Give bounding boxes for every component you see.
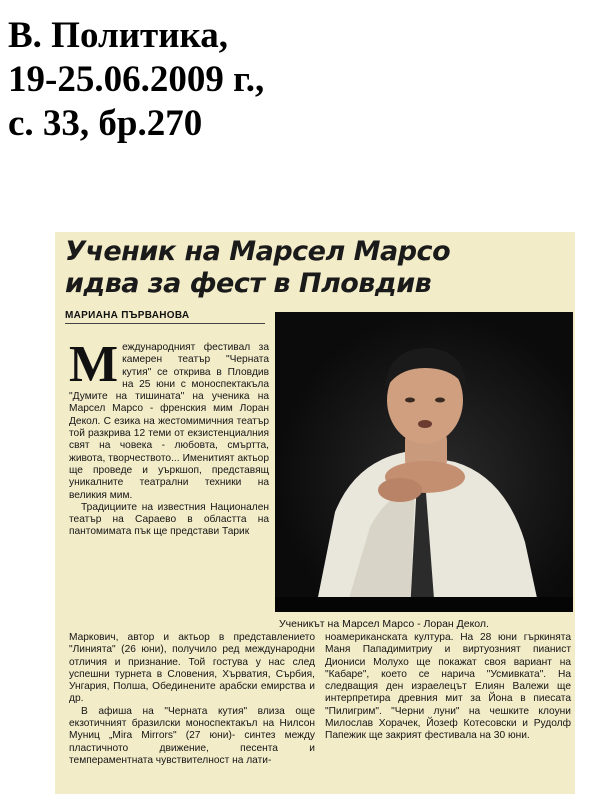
article-paragraph-2: Традициите на известния Национален театър на Сараево в областта на пантомимата пък ще представи Тарик bbox=[69, 501, 269, 538]
citation-line-2: 19-25.06.2009 г., bbox=[8, 59, 265, 100]
article-headline bbox=[65, 236, 575, 300]
drop-cap: М bbox=[69, 336, 119, 393]
citation-line-3: с. 33, бр.270 bbox=[8, 103, 203, 144]
citation-line-1: В. Политика, bbox=[8, 15, 229, 56]
paragraph-1-text: еждународният фестивал за камерен театър "Черната кутия" се открива в Пловдив на 25 юни с моноспектакъла "Думите на тишината" на ученика на Марсел Марсо - френския мим Лоран Декол. С езика на жестомимичния театър той разкрива 12 теми от екзистенциалния свят на човека - любовта, смъртта, живота, творчеството... Именитият актьор ще проведе и уъркшоп, представящ уникалните театрални техники на великия мим. bbox=[69, 342, 269, 501]
headline-line-1: Ученик на Марсел Марсо bbox=[65, 236, 451, 267]
article-byline: МАРИАНА ПЪРВАНОВА bbox=[65, 310, 265, 324]
article-paragraph-3: Маркович, автор и актьор в представлението "Линията" (26 юни), получило ред международни отличия и признание. Той гостува у нас след успешни турнета в Словения, Хърватия, Сърбия, Унгария, Полша, Обединените арабски емирства и др. bbox=[69, 632, 315, 705]
article-paragraph-5: ноамериканската култура. На 28 юни гъркинята Маня Пападимитриу и виртуозният пианист Диониси Молухо ще покажат своя вариант на "Кабаре", което се нарича "Усмивката". На следващия ден израелецът Елиян Валежи ще интерпретира древния мит за Йона в пиесата "Пилигрим". "Черни луни" на чешките клоуни Милослав Хорачек, Йозеф Котесовски и Рудолф Папежик ще закрият фестивала на 30 юни. bbox=[325, 632, 571, 742]
article-paragraph-4: В афиша на "Черната кутия" влиза още екзотичният бразилски моноспектакъл на Нилсон Муниц „Mira Mirrors" (27 юни)- синтез между пластичното движение, песента и темпераментната чувствителност на лати- bbox=[69, 705, 315, 766]
article-column-bottom-right bbox=[325, 632, 571, 743]
article-paragraph-1 bbox=[69, 336, 269, 502]
article-photo bbox=[275, 312, 573, 612]
performer-photo-illustration bbox=[275, 312, 573, 612]
newspaper-citation bbox=[8, 14, 568, 146]
newspaper-clipping bbox=[55, 232, 575, 794]
article-column-left bbox=[69, 336, 269, 539]
photo-caption: Ученикът на Марсел Марсо - Лоран Декол. bbox=[279, 618, 489, 630]
headline-line-2: идва за фест в Пловдив bbox=[65, 268, 432, 299]
article-column-bottom-left bbox=[69, 632, 315, 767]
